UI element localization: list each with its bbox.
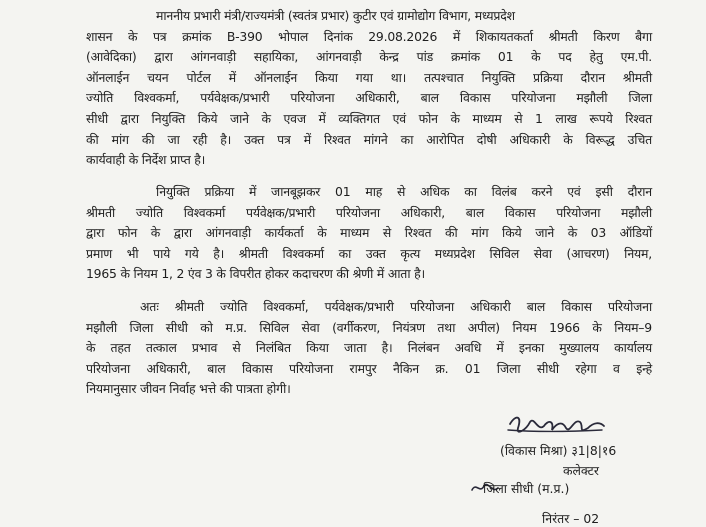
paragraph-line: की मांग की जा रही है। उक्त पत्र में रिश्वत मांगने का आरोपित दोषी अधिकारी के विरूद्ध उचित	[86, 131, 652, 147]
signatory-district: जिला सीधी (म.प्र.)	[483, 481, 570, 496]
paragraph-line: माननीय प्रभारी मंत्री/राज्यमंत्री (स्वतंत्र प्रभार) कुटीर एवं ग्रामोद्योग विभाग, मध्यप्रदेश	[156, 8, 515, 23]
paragraph-1	[86, 6, 652, 171]
paragraph-line: द्वारा फोन के द्वारा आंगनवाड़ी कार्यकर्ता के माध्यम से रिश्वत की मांग किये जाने के 03 ऑडियों	[86, 225, 652, 241]
paragraph-line: के तहत तत्काल प्रभाव से निलंबित किया जाता है। निलंबन अवधि में इनका मुख्यालय कार्यालय	[86, 340, 652, 356]
paragraph-line: श्रीमती ज्योति विश्वकर्मा पर्यवेक्षक/प्रभारी परियोजना अधिकारी, बाल विकास परियोजना मझौली	[86, 204, 652, 220]
paragraph-line: नियुक्ति प्रक्रिया में जानबूझकर 01 माह से अधिक का विलंब करने एवं इसी दौरान	[156, 184, 652, 199]
paragraph-line: अतः श्रीमती ज्योति विश्वकर्मा, पर्यवेक्षक/प्रभारी परियोजना अधिकारी बाल विकास परियोजना	[140, 299, 652, 314]
signatory-designation: कलेक्टर	[563, 463, 599, 478]
paragraph-line: कार्यवाही के निर्देश प्राप्त है।	[86, 152, 206, 168]
paragraph-line: 1965 के नियम 1, 2 एंव 3 के विपरीत होकर कदाचरण की श्रेणी में आता है।	[86, 266, 425, 282]
paragraph-line: ज्योति विश्वकर्मा, पर्यवेक्षक/प्रभारी परियोजना अधिकारी, बाल विकास परियोजना मझौली जिला	[86, 90, 652, 106]
paragraph-3	[86, 297, 652, 400]
paragraph-line: सीधी द्वारा नियुक्ति किये जाने के एवज में व्यक्तिगत एवं फोन के माध्यम से 1 लाख रूपये रिश्वत	[86, 110, 652, 126]
paragraph-line: (आवेदिका) द्वारा आंगनवाड़ी सहायिका, आंगनवाड़ी केन्द्र पांड क्रमांक 01 के पद हेतु एम.पी.	[86, 49, 652, 65]
paragraph-line: नियमानुसार जीवन निर्वाह भत्ते की पात्रता होगी।	[86, 381, 291, 397]
paragraph-line: ऑनलाईन चयन पोर्टल में ऑनलाईन किया गया था। तत्पश्चात नियुक्ति प्रक्रिया दौरान श्रीमती	[86, 69, 652, 85]
continued-note: निरंतर – 02	[542, 511, 600, 526]
signature-scrawl	[504, 410, 614, 444]
paragraph-line: प्रमाण भी पाये गये है। श्रीमती विश्वकर्मा का उक्त कृत्य मध्यप्रदेश सिविल सेवा (आचरण) नियम,	[86, 245, 652, 261]
paragraph-2	[86, 182, 652, 285]
paragraph-line: शासन के पत्र क्रमांक B-390 भोपाल दिनांक 29.08.2026 में शिकायतकर्ता श्रीमती किरण बैगा	[86, 28, 652, 44]
signatory-name: (विकास मिश्रा) ३1|8|१6	[500, 443, 617, 458]
paragraph-line: मझौली जिला सीधी को म.प्र. सिविल सेवा (वर्गीकरण, नियंत्रण तथा अपील) नियम 1966 के नियम–9	[86, 319, 652, 335]
paragraph-line: परियोजना अधिकारी, बाल विकास परियोजना रामपुर नैकिन क्र. 01 जिला सीधी रहेगा व इन्हे	[86, 360, 652, 376]
